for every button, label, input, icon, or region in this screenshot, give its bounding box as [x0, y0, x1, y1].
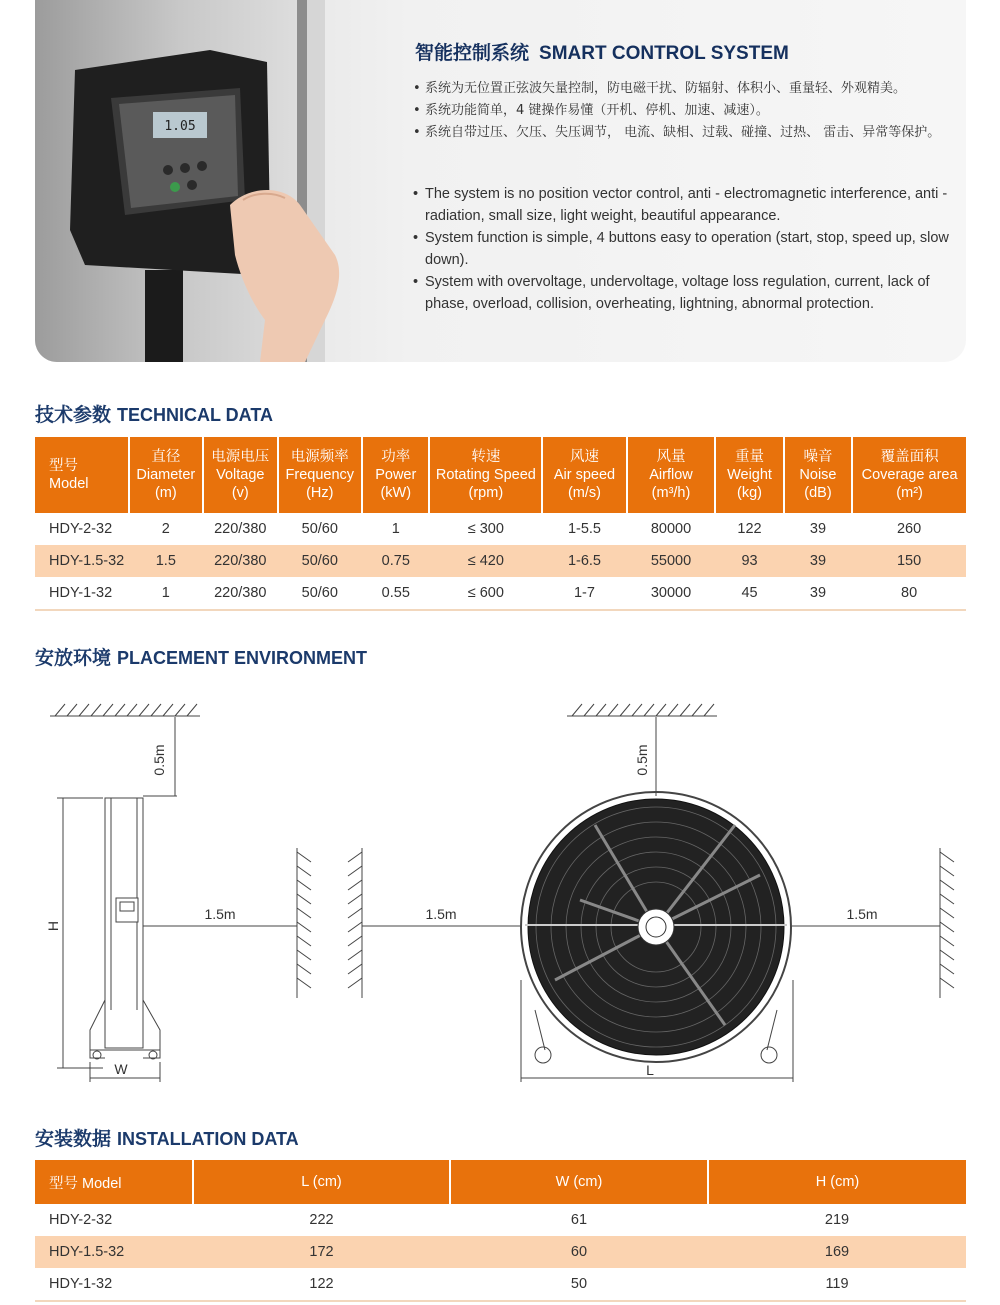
cell-airflow: 80000 [650, 521, 692, 537]
control-system-hero [35, 0, 966, 362]
placement-diagram [35, 690, 966, 1090]
installation-title-en: INSTALLATION DATA [117, 1129, 299, 1149]
control-point-en: • System function is simple, 4 buttons easy to operation (start, stop, speed up, slow down). [413, 227, 953, 271]
side-gap-label-1: 1.5m [204, 906, 236, 922]
header-rotating-speed: 转速 Rotating Speed (rpm) [429, 437, 542, 513]
header-length: L (cm) [193, 1160, 450, 1204]
technical-data-title [35, 400, 273, 427]
placement-title-cn: 安放环境 [35, 647, 112, 669]
wall-2 [348, 848, 362, 998]
cell-height: 119 [708, 1268, 966, 1301]
header-voltage: 电源电压 Voltage (v) [203, 437, 277, 513]
header-height: H (cm) [708, 1160, 966, 1204]
cell-weight: 45 [715, 577, 783, 610]
control-title-en: SMART CONTROL SYSTEM [539, 43, 789, 64]
header-air-speed: 风速 Air speed (m/s) [542, 437, 627, 513]
cell-voltage: 220/380 [203, 545, 277, 577]
top-gap-label-left: 0.5m [151, 744, 167, 776]
cell-rotating-speed: ≤ 420 [429, 545, 542, 577]
cell-model: HDY-1.5-32 [35, 545, 129, 577]
header-weight: 重量 Weight (kg) [715, 437, 783, 513]
control-points-cn [413, 78, 953, 144]
cell-frequency: 50/60 [301, 521, 338, 537]
control-point-en: • System with overvoltage, undervoltage, voltage loss regulation, current, lack of phase, overload, collision, overheating, lightning, abnormal protection. [413, 271, 953, 315]
wall-1 [297, 848, 311, 998]
cell-airflow: 55000 [627, 545, 716, 577]
ceiling-right [567, 704, 717, 716]
cell-model: HDY-1-32 [35, 1268, 193, 1301]
cell-voltage: 220/380 [203, 577, 277, 610]
run-button [170, 182, 180, 192]
technical-header-row [35, 437, 966, 513]
cell-length: 222 [309, 1212, 334, 1228]
cell-width: 60 [450, 1236, 708, 1268]
start-button [163, 165, 173, 175]
technical-title-cn: 技术参数 [35, 404, 112, 426]
cell-power: 0.75 [362, 545, 429, 577]
cell-power: 0.55 [362, 577, 429, 610]
cell-noise: 39 [784, 577, 852, 610]
cell-rotating-speed: ≤ 300 [467, 521, 504, 537]
width-label: W [114, 1061, 128, 1077]
technical-data-table [35, 437, 966, 611]
cell-coverage-area: 150 [852, 545, 966, 577]
header-power: 功率 Power (kW) [362, 437, 429, 513]
installation-data-title [35, 1124, 299, 1151]
installation-title-cn: 安装数据 [35, 1128, 112, 1150]
table-row [35, 513, 966, 545]
cell-noise: 39 [809, 521, 827, 537]
control-system-title [415, 38, 789, 65]
cell-air-speed: 1-7 [542, 577, 627, 610]
header-airflow: 风量 Airflow (m³/h) [627, 437, 716, 513]
cell-length: 172 [193, 1236, 450, 1268]
cell-power: 1 [391, 521, 400, 537]
cell-coverage-area: 260 [896, 521, 922, 537]
control-points-en [413, 183, 953, 315]
side-gap-label-3: 1.5m [846, 906, 878, 922]
installation-header-row [35, 1160, 966, 1204]
cell-width: 50 [450, 1268, 708, 1301]
cell-weight: 93 [715, 545, 783, 577]
table-row [35, 1236, 966, 1268]
cell-model: HDY-1-32 [35, 577, 129, 610]
cell-height: 169 [708, 1236, 966, 1268]
cell-coverage-area: 80 [852, 577, 966, 610]
table-row [35, 1204, 966, 1236]
side-gap-label-2: 1.5m [425, 906, 457, 922]
control-title-cn: 智能控制系统 [415, 42, 530, 64]
cell-length: 122 [193, 1268, 450, 1301]
cell-weight: 122 [737, 521, 762, 537]
cell-air-speed: 1-5.5 [567, 521, 601, 537]
cell-air-speed: 1-6.5 [542, 545, 627, 577]
fan-front-view [521, 792, 791, 1063]
stop-button [187, 180, 197, 190]
header-coverage-area: 覆盖面积 Coverage area (m²) [852, 437, 966, 513]
header-model: 型号 Model [35, 1160, 193, 1204]
speed-up-button [180, 163, 190, 173]
height-label: H [45, 920, 61, 932]
technical-title-en: TECHNICAL DATA [117, 405, 274, 425]
table-row [35, 1268, 966, 1301]
cell-width: 61 [570, 1212, 588, 1228]
table-row [35, 545, 966, 577]
cell-model: HDY-2-32 [49, 1212, 113, 1228]
display-reading: 1.05 [164, 119, 196, 134]
header-diameter: 直径 Diameter (m) [129, 437, 203, 513]
ceiling-left [50, 704, 200, 716]
placement-title-en: PLACEMENT ENVIRONMENT [117, 648, 368, 668]
header-frequency: 电源频率 Frequency (Hz) [278, 437, 363, 513]
wall-3 [940, 848, 954, 998]
header-model: 型号 Model [35, 437, 129, 513]
installation-data-table [35, 1160, 966, 1302]
cell-model: HDY-1.5-32 [35, 1236, 193, 1268]
control-point-cn: • 系统为无位置正弦波矢量控制，防电磁干扰、防辐射、体积小、重量轻、外观精美。 [413, 78, 953, 100]
length-label: L [646, 1062, 654, 1078]
header-noise: 噪音 Noise (dB) [784, 437, 852, 513]
cell-rotating-speed: ≤ 600 [429, 577, 542, 610]
cell-voltage: 220/380 [214, 521, 267, 537]
cell-airflow: 30000 [627, 577, 716, 610]
fan-side-view [90, 798, 160, 1059]
cell-frequency: 50/60 [278, 545, 363, 577]
header-width: W (cm) [450, 1160, 708, 1204]
placement-environment-title [35, 643, 367, 670]
cell-height: 219 [824, 1212, 850, 1228]
control-point-cn: • 系统自带过压、欠压、失压调节， 电流、缺相、过载、碰撞、过热、 雷击、异常等保护。 [413, 122, 953, 144]
cell-noise: 39 [784, 545, 852, 577]
slow-down-button [197, 161, 207, 171]
cell-model: HDY-2-32 [49, 521, 113, 537]
control-point-cn: • 系统功能简单，4 键操作易懂（开机、停机、加速、减速）。 [413, 100, 953, 122]
top-gap-label-right: 0.5m [634, 744, 650, 776]
control-point-en: • The system is no position vector control, anti - electromagnetic interference, anti - radiation, small size, light weight, beautiful appearance. [413, 183, 953, 227]
cell-diameter: 1 [129, 577, 203, 610]
cell-diameter: 2 [161, 521, 170, 537]
table-row [35, 577, 966, 610]
cell-diameter: 1.5 [129, 545, 203, 577]
cell-frequency: 50/60 [278, 577, 363, 610]
